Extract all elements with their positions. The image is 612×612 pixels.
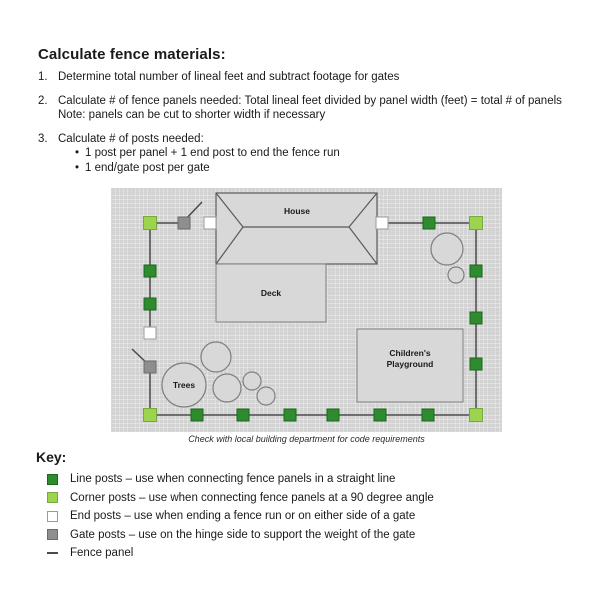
fence-post-corner xyxy=(144,409,157,422)
instruction-number: 1. xyxy=(38,71,48,83)
fence-post-line xyxy=(284,409,296,421)
gate-post-icon xyxy=(47,529,58,540)
key-item xyxy=(36,489,581,508)
key-item xyxy=(36,526,581,545)
tree-circle xyxy=(243,372,261,390)
key-section xyxy=(36,449,581,563)
instruction-bullet xyxy=(58,161,583,176)
instruction-text xyxy=(58,94,583,123)
fence-post-corner xyxy=(144,217,157,230)
key-item-label: Fence panel xyxy=(70,547,134,560)
key-item xyxy=(36,470,581,489)
fence-post-line xyxy=(470,312,482,324)
instruction-text xyxy=(58,132,583,176)
fence-post-gate xyxy=(144,361,156,373)
fence-post-corner xyxy=(470,409,483,422)
fence-post-line xyxy=(422,409,434,421)
trees-label: Trees xyxy=(172,380,196,390)
key-title: Key: xyxy=(36,449,67,465)
instruction-text xyxy=(58,70,583,85)
bullet-icon: • xyxy=(75,161,80,174)
instruction-line: Calculate # of fence panels needed: Total lineal feet divided by panel width (feet) = total # of panels xyxy=(58,94,562,107)
fence-post-line xyxy=(144,298,156,310)
fence-panel-icon xyxy=(47,552,58,554)
deck-label: Deck xyxy=(260,288,282,298)
instructions-section xyxy=(38,46,583,184)
house-shape xyxy=(216,193,377,264)
tree-circle xyxy=(201,342,231,372)
fence-post-line xyxy=(327,409,339,421)
fence-post-end xyxy=(376,217,388,229)
fence-post-end xyxy=(144,327,156,339)
yard-plan-svg xyxy=(111,188,502,432)
fence-post-line xyxy=(237,409,249,421)
bullet-text: 1 post per panel + 1 end post to end the fence run xyxy=(85,147,340,159)
key-item-label: End posts – use when ending a fence run or on either side of a gate xyxy=(70,510,416,523)
fence-post-end xyxy=(204,217,216,229)
bullet-icon: • xyxy=(75,147,80,159)
corner-post-icon xyxy=(47,492,58,503)
tree-circle xyxy=(257,387,275,405)
key-item xyxy=(36,544,581,563)
key-item-label: Line posts – use when connecting fence panels in a straight line xyxy=(70,473,396,486)
playground-label: Children's xyxy=(389,348,431,358)
bullet-text: 1 end/gate post per gate xyxy=(85,161,210,174)
key-item-label: Gate posts – use on the hinge side to support the weight of the gate xyxy=(70,528,416,541)
key-list xyxy=(36,470,581,563)
house-label: House xyxy=(284,206,310,216)
bush-circle xyxy=(431,233,463,265)
instruction-item xyxy=(38,70,583,85)
instruction-number: 2. xyxy=(38,94,48,107)
playground-label: Playground xyxy=(386,359,434,369)
instruction-bullet xyxy=(58,146,583,161)
instruction-item xyxy=(38,94,583,123)
end-post-icon xyxy=(47,511,58,522)
fence-post-line xyxy=(144,265,156,277)
yard-plan-diagram xyxy=(111,188,502,432)
diagram-caption: Check with local building department for code requirements xyxy=(188,434,425,444)
instruction-list xyxy=(38,70,583,175)
bush-circle xyxy=(448,267,464,283)
fence-post-gate xyxy=(178,217,190,229)
instruction-line: Note: panels can be cut to shorter width if necessary xyxy=(58,109,326,121)
tree-circle xyxy=(213,374,241,402)
key-item xyxy=(36,507,581,526)
fence-post-line xyxy=(374,409,386,421)
instruction-number: 3. xyxy=(38,132,48,145)
instruction-line: Determine total number of lineal feet and subtract footage for gates xyxy=(58,71,400,83)
fence-post-line xyxy=(470,265,482,277)
fence-post-line xyxy=(191,409,203,421)
instruction-item xyxy=(38,132,583,176)
instruction-line: Calculate # of posts needed: xyxy=(58,132,204,145)
line-post-icon xyxy=(47,474,58,485)
instructions-title: Calculate fence materials: xyxy=(38,46,226,63)
fence-post-line xyxy=(470,358,482,370)
key-item-label: Corner posts – use when connecting fence panels at a 90 degree angle xyxy=(70,491,434,504)
fence-post-line xyxy=(423,217,435,229)
fence-post-corner xyxy=(470,217,483,230)
